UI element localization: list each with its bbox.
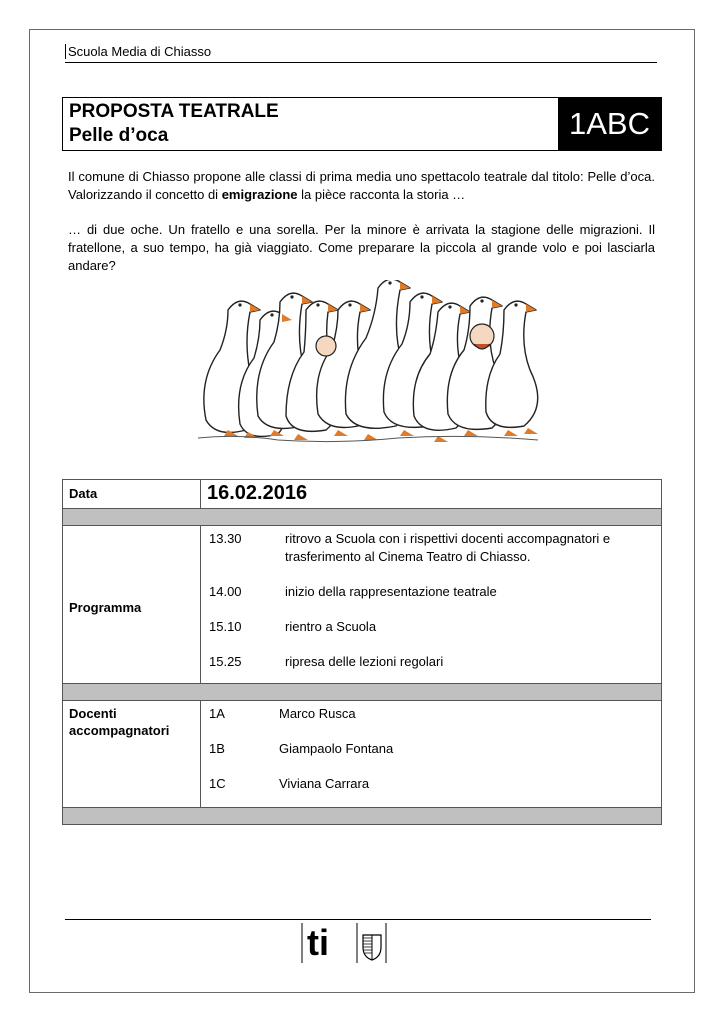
school-name: Scuola Media di Chiasso [65,44,211,59]
program-time: 15.10 [209,619,242,634]
intro-highlight: emigrazione [221,187,298,202]
intro-text-end: la pièce racconta la storia … [297,187,466,202]
title-line-1: PROPOSTA TEATRALE [69,101,279,122]
date-label: Data [63,480,201,509]
intro-paragraph-1 [68,168,655,204]
teacher-item [209,705,661,723]
program-text: ripresa delle lezioni regolari [285,654,444,669]
teacher-name: Giampaolo Fontana [279,741,394,756]
ticino-logo [301,921,387,963]
program-time: 13.30 [209,531,242,546]
logo-text: ti [307,922,329,963]
program-text: ritrovo a Scuola con i rispettivi docenti accompagnatori e trasferimento al Cinema Teatro di Chiasso. [285,531,611,564]
teacher-class: 1B [209,741,225,756]
title-line-2: Pelle d’oca [69,125,169,146]
intro-paragraph-2: … di due oche. Un fratello e una sorella. Per la minore è arrivata la stagione delle migrazioni. Il fratellone, a suo tempo, ha già viaggiato. Come preparare la piccola al grande volo e poi lasciarla andare? [68,222,655,273]
footer-divider [65,919,651,920]
teachers-label: Docenti accompagnatori [63,701,201,808]
program-item [209,618,661,636]
title-box [62,97,662,151]
program-time: 14.00 [209,584,242,599]
separator-row [63,684,662,701]
program-item [209,583,661,601]
geese-illustration [188,280,550,450]
program-time: 15.25 [209,654,242,669]
program-item [209,530,661,566]
program-text: inizio della rappresentazione teatrale [285,584,497,599]
program-item [209,653,661,671]
teacher-item [209,740,661,758]
teacher-name: Marco Rusca [279,706,356,721]
teacher-class: 1C [209,776,226,791]
class-badge: 1ABC [558,98,661,150]
teacher-class: 1A [209,706,225,721]
header-divider [65,62,657,63]
program-text: rientro a Scuola [285,619,377,634]
separator-row [63,509,662,526]
schedule-table [62,479,662,825]
separator-row [63,808,662,825]
title-text [63,98,558,150]
program-label: Programma [63,526,201,684]
teachers-list [201,701,662,808]
date-value: 16.02.2016 [201,480,662,509]
program-list [201,526,662,684]
teacher-name: Viviana Carrara [279,776,370,791]
intro-text: Il comune di Chiasso propone alle classi di prima media uno spettacolo teatrale dal titolo: Pelle d’oca. Valorizzando il concetto di [68,169,655,202]
teacher-item [209,775,661,793]
